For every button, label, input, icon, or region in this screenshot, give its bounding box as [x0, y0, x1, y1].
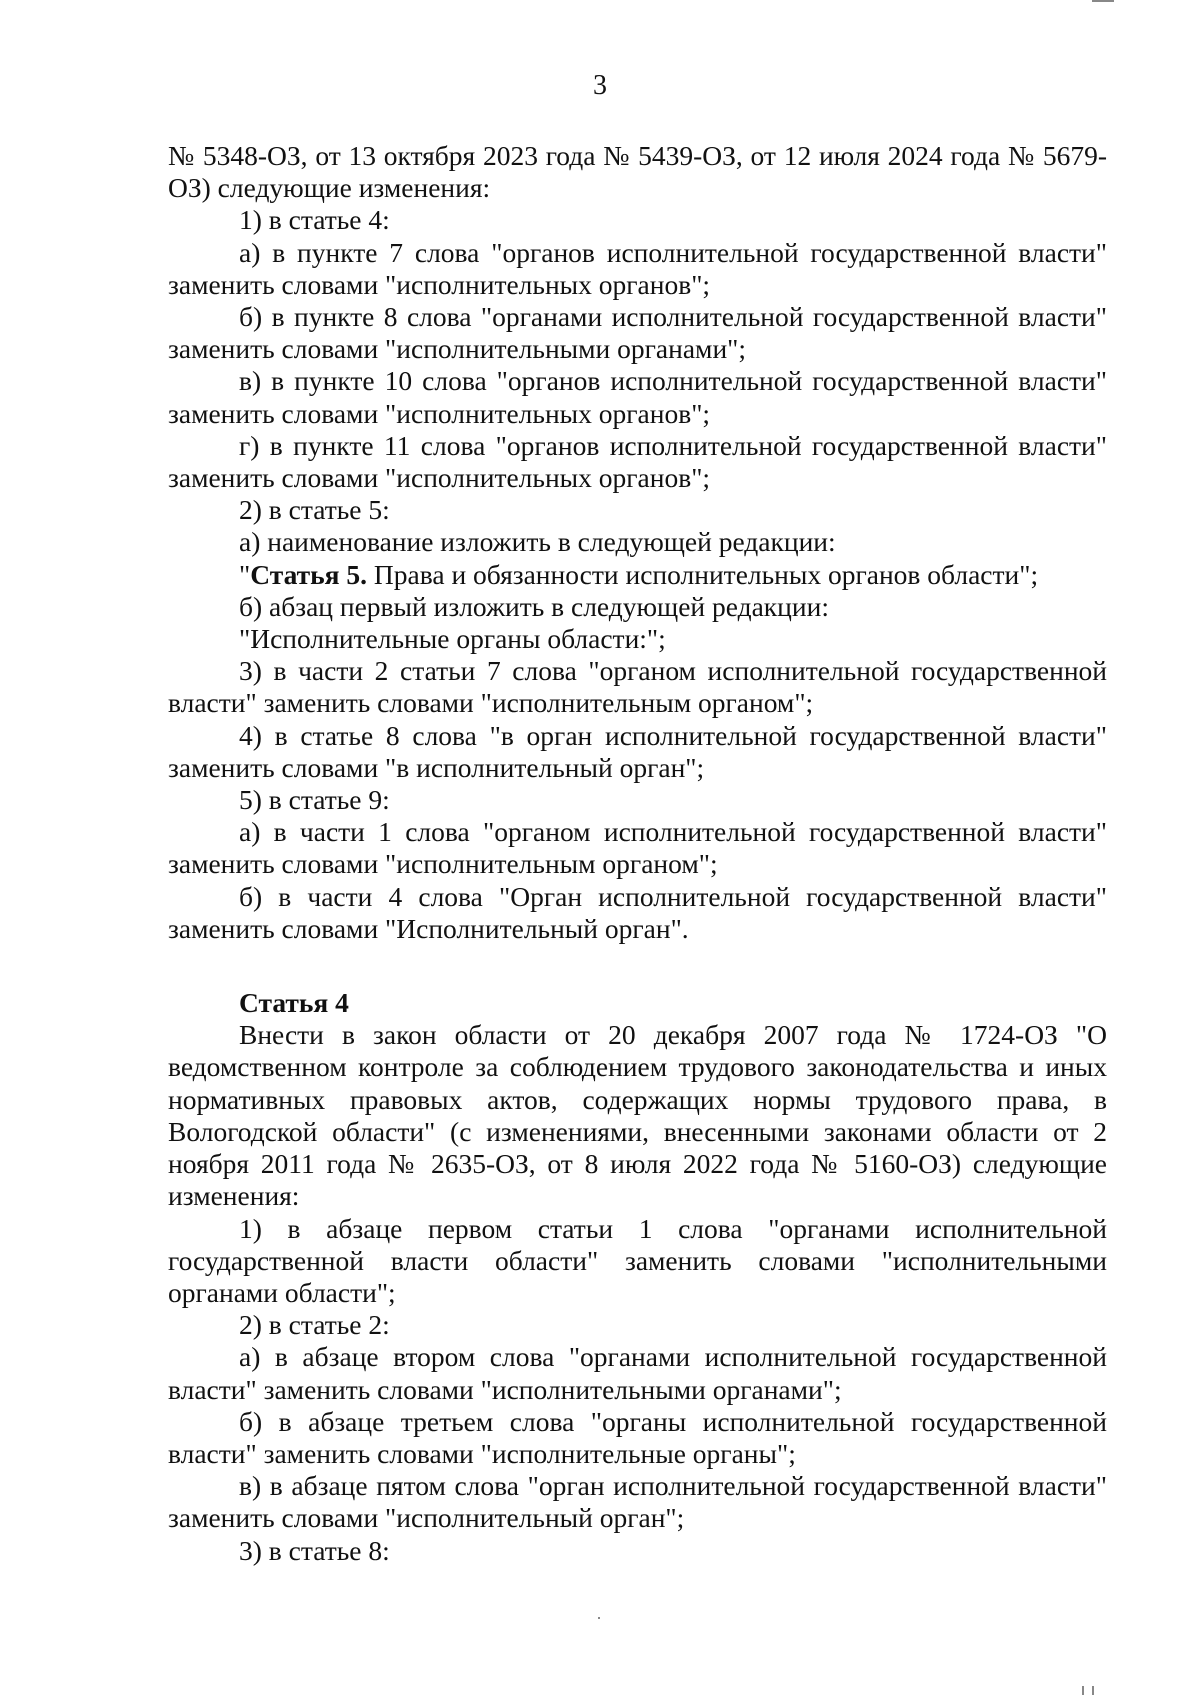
article-4-heading: Статья 4 — [239, 987, 349, 1019]
quoted-article-title: Статья 5. — [250, 558, 368, 590]
item-1c: в) в пункте 10 слова "органов исполнительной государственной власти" заменить словами "исполнительных органов"; — [168, 365, 1107, 429]
amendment-intro: № 5348-ОЗ, от 13 октября 2023 года № 5439-ОЗ, от 12 июля 2024 года № 5679-ОЗ) следующие изменения: — [168, 140, 1107, 204]
item-2b: б) абзац первый изложить в следующей редакции: — [239, 590, 829, 622]
item-5b: б) в части 4 слова "Орган исполнительной государственной власти" заменить словами "Исполнительный орган". — [168, 880, 1107, 944]
scan-artifact — [598, 1617, 600, 1619]
article-4-item-2a: а) в абзаце втором слова "органами исполнительной государственной власти" заменить словами "исполнительными органами"; — [168, 1341, 1107, 1405]
item-3: 3) в части 2 статьи 7 слова "органом исполнительной государственной власти" заменить словами "исполнительным органом"; — [168, 655, 1107, 719]
item-2a: а) наименование изложить в следующей редакции: — [239, 526, 836, 558]
section-spacer — [168, 945, 1107, 987]
article-4-intro: Внести в закон области от 20 декабря 2007 года № 1724-ОЗ "О ведомственном контроле за соблюдением трудового законодательства и иных нормативных правовых актов, содержащих нормы трудового права, в Вологодской области" (с изменениями, внесенными законами области от 2 ноября 2011 года № 2635-ОЗ, от 8 июля 2022 года № 5160-ОЗ) следующие изменения: — [168, 1019, 1107, 1212]
article-4-item-2c: в) в абзаце пятом слова "орган исполнительной государственной власти" заменить словами "исполнительный орган"; — [168, 1470, 1107, 1534]
scan-artifact — [1082, 1686, 1084, 1695]
document-body — [168, 140, 1107, 1567]
page-number: 3 — [593, 70, 607, 101]
scan-artifact — [1092, 1686, 1094, 1695]
item-5: 5) в статье 9: — [239, 784, 390, 816]
article-4-item-2: 2) в статье 2: — [239, 1309, 390, 1341]
quote-open-mark: " — [239, 558, 251, 590]
scan-artifact — [1092, 0, 1114, 2]
article-4-item-3: 3) в статье 8: — [239, 1534, 390, 1566]
item-1a: а) в пункте 7 слова "органов исполнительной государственной власти" заменить словами "исполнительных органов"; — [168, 236, 1107, 300]
item-1d: г) в пункте 11 слова "органов исполнительной государственной власти" заменить словами "исполнительных органов"; — [168, 429, 1107, 494]
item-4: 4) в статье 8 слова "в орган исполнительной государственной власти" заменить словами "в исполнительный орган"; — [168, 719, 1107, 783]
item-2a-quote — [168, 559, 1107, 591]
item-2b-quote: "Исполнительные органы области:"; — [239, 623, 666, 655]
item-1: 1) в статье 4: — [239, 204, 390, 236]
article-4-item-1: 1) в абзаце первом статьи 1 слова "органами исполнительной государственной власти области" заменить словами "исполнительными органами области"; — [168, 1212, 1107, 1308]
article-4-item-2b: б) в абзаце третьем слова "органы исполнительной государственной власти" заменить словами "исполнительные органы"; — [168, 1405, 1107, 1469]
item-1b: б) в пункте 8 слова "органами исполнительной государственной власти" заменить словами "исполнительными органами"; — [168, 301, 1107, 365]
item-5a: а) в части 1 слова "органом исполнительной государственной власти" заменить словами "исполнительным органом"; — [168, 816, 1107, 880]
item-2: 2) в статье 5: — [239, 494, 390, 526]
quoted-article-name: Права и обязанности исполнительных органов области"; — [367, 558, 1039, 590]
